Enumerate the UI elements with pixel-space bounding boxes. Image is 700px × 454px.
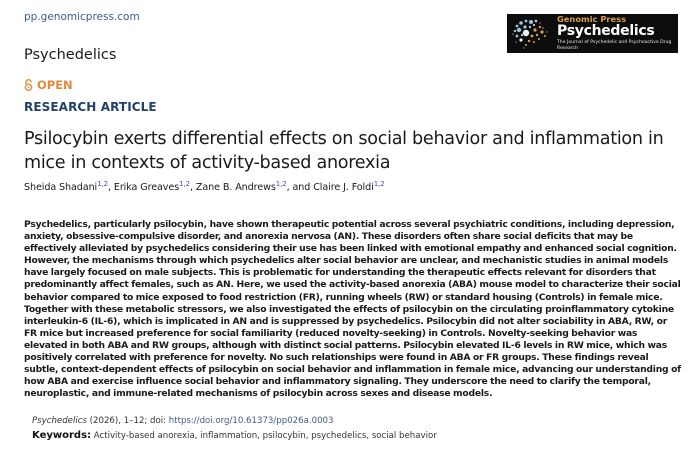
site-url[interactable]: pp.genomicpress.com [24, 11, 140, 23]
citation-details: (2026), 1–12; doi: [86, 416, 169, 426]
article-type: RESEARCH ARTICLE [24, 100, 157, 114]
article-title: Psilocybin exerts differential effects on social behavior and inflammation in mice in contexts of activity-based anorexia [24, 129, 664, 173]
citation-journal: Psychedelics [32, 416, 87, 426]
author-affiliation[interactable]: 1,2 [179, 180, 190, 188]
author-name[interactable]: Claire J. Foldi [313, 182, 374, 193]
keywords-label: Keywords: [32, 430, 92, 441]
author-separator: , and [286, 182, 314, 193]
author-name[interactable]: Erika Greaves [113, 182, 180, 193]
author-affiliation[interactable]: 1,2 [97, 180, 108, 188]
open-lock-icon [24, 79, 33, 91]
journal-logo[interactable] [507, 14, 678, 53]
author-affiliation[interactable]: 1,2 [275, 180, 287, 188]
citation-line [32, 416, 333, 426]
author-list [24, 182, 385, 193]
journal-name: Psychedelics [24, 47, 117, 63]
logo-subtitle: The Journal of Psychedelic and Psychoactive Drug Research [557, 40, 672, 52]
keywords-value: Activity-based anorexia, inflammation, psilocybin, psychedelics, social behavior [93, 431, 437, 441]
open-access-badge [24, 78, 73, 92]
author-name[interactable]: Zane B. Andrews [195, 182, 276, 193]
author-name[interactable]: Sheida Shadani [24, 182, 98, 193]
open-access-label: OPEN [37, 78, 73, 92]
author-separator: , [107, 182, 114, 193]
brain-dots-icon [507, 14, 555, 53]
author-affiliation[interactable]: 1,2 [373, 180, 385, 188]
doi-link[interactable]: https://doi.org/10.61373/pp026a.0003 [168, 416, 334, 426]
logo-journal: Psychedelics [557, 23, 655, 40]
author-separator: , [189, 182, 196, 193]
logo-publisher: Genomic Press [557, 14, 627, 24]
abstract-text: Psychedelics, particularly psilocybin, have shown therapeutic potential across several psychiatric conditions, including depression, anxiety, obsessive-compulsive disorder, and anorexia nervosa (AN). These disorders often share social deficits that may be effectively alleviated by psychedelics considering their use has been linked with emotional empathy and enhanced social cognition. However, the mechanisms through which psychedelics alter social behavior are unclear, and mechanistic studies in animal models have largely focused on male subjects. This is problematic for understanding the therapeutic effects relevant for disorders that predominantly affect females, such as AN. Here, we used the activity-based anorexia (ABA) mouse model to characterize their social behavior compared to mice exposed to food restriction (FR), running wheels (RW) or standard housing (Controls) in female mice. Together with these metabolic stressors, we also investigated the effects of psilocybin on the circulating proinflammatory cytokine interleukin-6 (IL-6), which is implicated in AN and is suppressed by psychedelics. Psilocybin did not alter sociability in ABA, RW, or FR mice but increased preference for social familiarity (reduced novelty-seeking) in Controls. Novelty-seeking behavior was elevated in both ABA and RW groups, although with distinct social patterns. Psilocybin elevated IL-6 levels in RW mice, which was positively correlated with preference for novelty. No such relationships were found in ABA or FR groups. These findings reveal subtle, context-dependent effects of psilocybin on social behavior and inflammation in female mice, advancing our understanding of how ABA and exercise influence social behavior and inflammatory signaling. They underscore the need to clarify the temporal, neuroplastic, and immune-related mechanisms of psilocybin across sexes and disease models. [24, 219, 681, 400]
keywords-line [32, 430, 437, 441]
